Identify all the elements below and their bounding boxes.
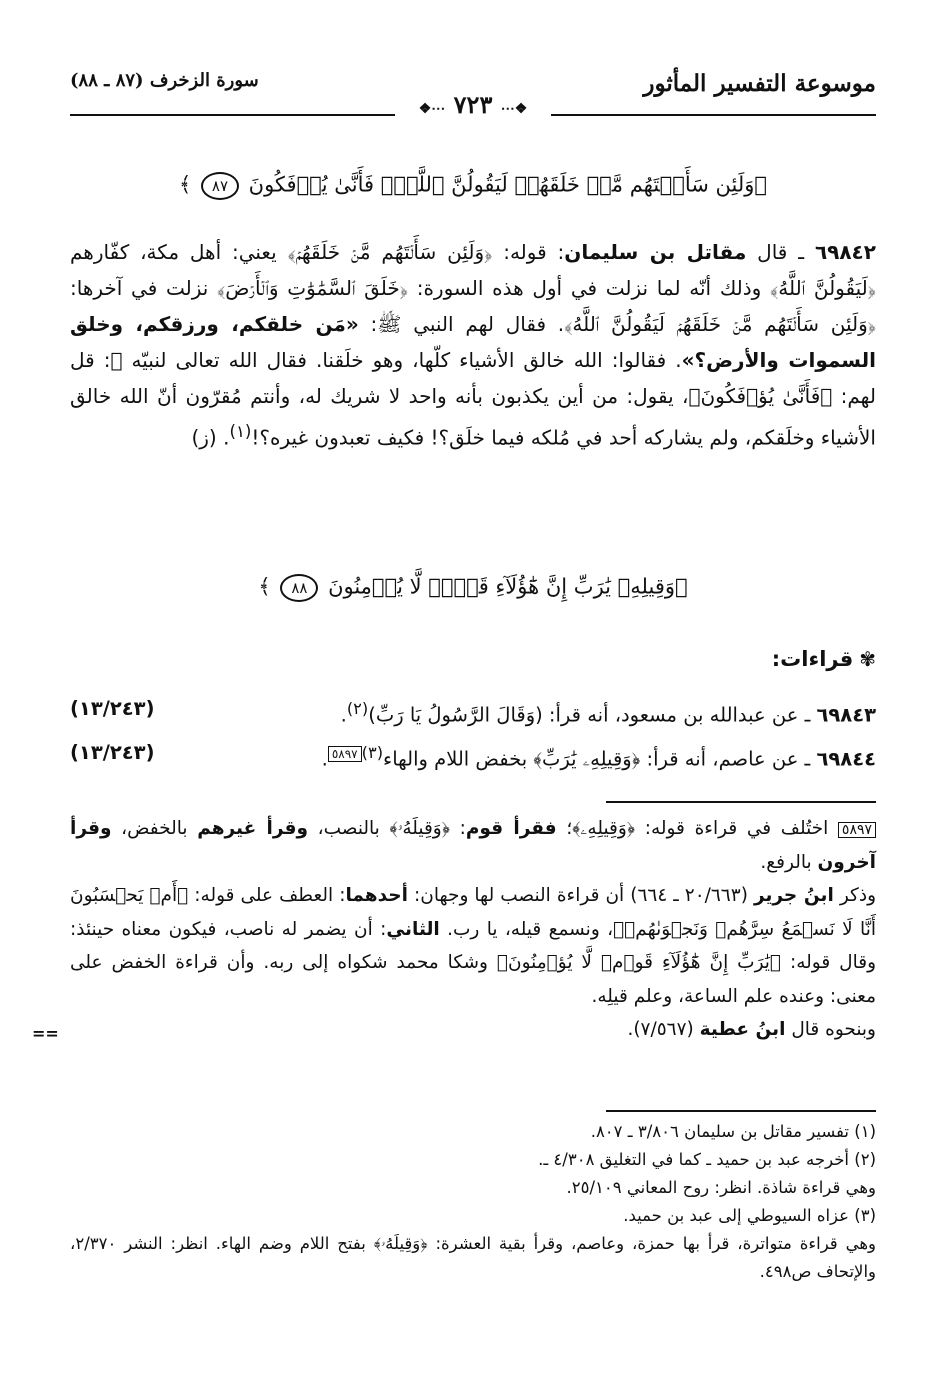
note-text: : العطف على قوله: ﴿أَمۡ يَحۡسَبُونَ أَنَّا لَا نَسۡمَعُ سِرَّهُمۡ وَنَجۡوَىٰهُمۚ﴾، ونسمع قيله، يا رب. <box>70 885 876 940</box>
page-number-block <box>419 90 528 119</box>
section-title: قراءات: <box>771 647 854 671</box>
reading-text: ـ عن عبدالله بن مسعود، أنه قرأ: (وَقَالَ الرَّسُولُ يَا رَبِّ) <box>368 703 817 727</box>
flower-icon: ✾ <box>859 647 876 671</box>
note-bold: وقرأ غيرهم <box>197 818 308 839</box>
verse-close: ﴾ <box>258 574 271 599</box>
reading-number: ٦٩٨٤٣ <box>816 703 876 727</box>
ornament-icon: ❖⋯ <box>500 101 528 117</box>
narration-number: ٦٩٨٤٢ <box>814 240 876 264</box>
volume-page-ref: (١٣/٢٤٣) <box>70 741 155 764</box>
narration-text: : قوله: ﴿وَلَئِن سَأَلۡتَهُم مَّنۡ خَلَقَهُمۡ﴾ يعني: أهل مكة، كفّارهم ﴿لَيَقُولُنَّ ٱللَّهُ﴾ وذلك أنّه لما نزلت في أول هذه السورة: ﴿خَلَقَ ٱلسَّمَٰوَٰتِ وَٱلۡأَرۡضَ﴾ نزلت في آخرها: ﴿وَلَئِن سَأَلۡتَهُم مَّنۡ خَلَقَهُمۡ لَيَقُولُنَّ ٱللَّهُ﴾. فقال لهم النبي ﷺ: <box>70 240 877 336</box>
reading-number: ٦٩٨٤٤ <box>816 747 876 771</box>
volume-page-ref: (١٣/٢٤٣) <box>70 697 155 720</box>
editor-note-number: ٥٨٩٧ <box>838 822 876 838</box>
note-bold: الثاني <box>386 918 440 940</box>
footnote-1: (١) تفسير مقاتل بن سليمان ٣/٨٠٦ ـ ٨٠٧. <box>590 1122 876 1141</box>
note-text: بالخفض، <box>111 818 198 839</box>
book-title: موسوعة التفسير المأثور <box>643 70 876 97</box>
ornament-icon: ⋯❖ <box>418 101 446 117</box>
book-page <box>32 52 877 1342</box>
reading-69844 <box>70 736 876 777</box>
note-text: : ﴿وَقِيلَهُۥ﴾ بالنصب، <box>307 818 466 839</box>
narration-source-tag: . (ز) <box>191 425 230 450</box>
narration-lead: ـ قال <box>746 240 815 264</box>
note-separator <box>606 801 876 803</box>
surah-reference: سورة الزخرف (٨٧ ـ ٨٨) <box>70 70 259 91</box>
note-text: اختُلف في قراءة قوله: ﴿وَقِيلِهِۦ﴾؛ <box>556 818 838 839</box>
note-bold: فقرأ قوم <box>465 818 557 839</box>
footnote-3: (٣) عزاه السيوطي إلى عبد بن حميد. <box>623 1206 876 1225</box>
page-header <box>70 70 876 119</box>
verse-text: ﴿وَقِيلِهِۦ يَٰرَبِّ إِنَّ هَٰٓؤُلَآءِ قَوۡمٞ لَّا يُؤۡمِنُونَ <box>328 574 688 599</box>
note-para-1 <box>70 812 876 879</box>
verse-text: ﴿وَلَئِن سَأَلۡتَهُم مَّنۡ خَلَقَهُمۡ لَيَقُولُنَّ ٱللَّهُۖ فَأَنَّىٰ يُؤۡفَكُونَ <box>248 172 768 197</box>
editor-note-ref: ٥٨٩٧ <box>328 746 362 762</box>
note-text: وذكر <box>833 885 877 906</box>
note-para-3 <box>32 1013 876 1047</box>
margin-mark: == <box>32 1024 59 1043</box>
ayah-number: ٨٨ <box>280 574 318 602</box>
prophet-quote: «مَن خلقكم، ورزقكم، وخلق السموات والأرض؟» <box>70 312 877 372</box>
footnote-marker: (٢) <box>346 699 369 718</box>
note-text: (٢٠/٦٦٣ ـ ٦٦٤) أن قراءة النصب لها وجهان: <box>407 885 754 906</box>
note-bold: وقرأ آخرون <box>70 818 876 873</box>
footnote-separator <box>606 1110 876 1112</box>
header-rule-right <box>551 114 876 116</box>
note-text: : أن يضمر له ناصب، فيكون معناه حينئذ: وقال قوله: ﴿يَٰرَبِّ إِنَّ هَٰٓؤُلَآءِ قَوۡمٞ لَّا يُؤۡمِنُونَ﴾ وشكا محمد شكواه إلى ربه. وأن قراءة الخفض على معنى: وعنده علم الساعة، وعلم قيلِه. <box>70 918 876 1007</box>
footnotes <box>70 1118 876 1286</box>
narration-69842 <box>70 234 876 456</box>
footnote-3-cont: وهي قراءة متواترة، قرأ بها حمزة، وعاصم، وقرأ بقية العشرة: ﴿وَقِيلَهُۥ﴾ بفتح اللام وضم الهاء. انظر: النشر ٢/٣٧٠، والإتحاف ص٤٩٨. <box>70 1234 876 1281</box>
note-text: بالرفع. <box>760 851 818 873</box>
verse-close: ﴾ <box>178 172 192 197</box>
narrator-name: مقاتل بن سليمان <box>564 240 747 264</box>
page-number: ٧٢٣ <box>453 90 493 119</box>
footnote-marker: (١) <box>229 422 252 441</box>
reading-end: . <box>321 747 328 771</box>
footnote-marker: (٣) <box>361 743 384 762</box>
editor-note <box>32 812 877 1047</box>
note-para-2 <box>70 879 876 1013</box>
note-text: وبنحوه قال <box>785 1019 876 1040</box>
footnote-2-cont: وهي قراءة شاذة. انظر: روح المعاني ٢٥/١٠٩. <box>566 1178 876 1197</box>
quran-verse-88 <box>70 574 876 602</box>
reading-end: . <box>340 703 347 727</box>
ayah-number: ٨٧ <box>201 172 239 200</box>
note-bold: ابنُ عطية <box>699 1019 786 1040</box>
narration-text-cont: . فقالوا: الله خالق الأشياء كلّها، وهو خلَقنا. فقال الله تعالى لنبيّه ﷺ: قل لهم: ﴿فَأَنَّىٰ يُؤۡفَكُونَ﴾، يقول: من أين يكذبون بأنه واحد لا شريك له، وأنتم مُقرّون أنّ الله خالق الأشياء وخلَقكم، ولم يشاركه أحد في مُلكه فيما خلَق؟! فكيف تعبدون غيره؟! <box>70 348 876 450</box>
note-bold: أحدهما <box>345 885 408 906</box>
note-bold: ابنُ جرير <box>753 885 834 906</box>
note-text: (٧/٥٦٧). <box>627 1019 700 1040</box>
header-rule-left <box>70 114 395 116</box>
quran-verse-87 <box>70 172 876 200</box>
footnote-2: (٢) أخرجه عبد بن حميد ـ كما في التغليق ٤/٣٠٨ ـ. <box>538 1150 876 1169</box>
reading-69843 <box>70 692 876 733</box>
section-heading <box>772 647 876 671</box>
reading-text: ـ عن عاصم، أنه قرأ: ﴿وَقِيلِهِۦ يَٰرَبِّ﴾ بخفض اللام والهاء <box>383 747 817 771</box>
